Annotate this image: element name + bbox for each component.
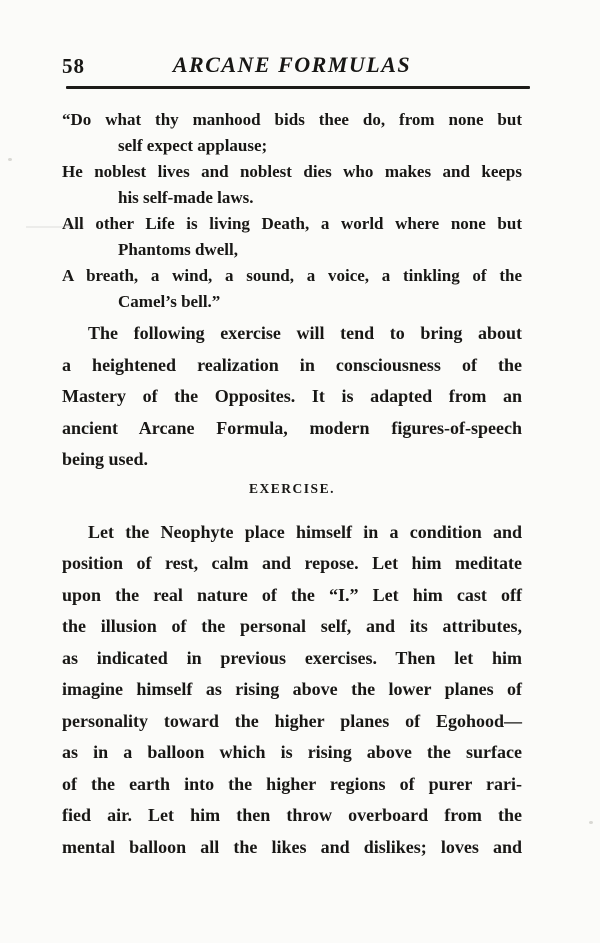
paragraph — [62, 517, 522, 864]
paragraph-line: the illusion of the personal self, and its attributes, — [62, 616, 522, 636]
header-rule — [66, 86, 530, 89]
running-header-title: ARCANE FORMULAS — [172, 52, 412, 77]
quote-line: He noblest lives and noblest dies who makes and keeps — [62, 162, 522, 181]
paragraph-line: Let the Neophyte place himself in a condition and — [88, 521, 522, 542]
paragraph — [62, 318, 522, 476]
running-header — [62, 52, 522, 80]
paragraph-line: ancient Arcane Formula, modern figures-of-speech — [62, 417, 522, 438]
paragraph-line: imagine himself as rising above the lower planes of — [62, 679, 522, 699]
paragraph-line: being used. — [62, 449, 149, 469]
page-number: 58 — [62, 54, 85, 78]
scan-artifact — [8, 158, 12, 161]
paragraph-line: Mastery of the Opposites. It is adapted from an — [62, 386, 522, 406]
paragraph-line: personality toward the higher planes of Egohood— — [62, 710, 522, 731]
section-heading-exercise: EXERCISE. — [249, 480, 335, 496]
paragraph-line: The following exercise will tend to bring about — [88, 323, 522, 343]
paragraph-line: position of rest, calm and repose. Let him meditate — [62, 553, 522, 573]
paragraph-line: of the earth into the higher regions of purer rari- — [62, 773, 522, 794]
quote-line: self expect applause; — [118, 136, 268, 155]
paragraph-line: fied air. Let him then throw overboard from the — [62, 805, 522, 825]
page-content — [62, 0, 522, 863]
paragraph-line: as in a balloon which is rising above the surface — [62, 742, 522, 762]
quote-line: All other Life is living Death, a world where none but — [62, 214, 522, 233]
paragraph-line: upon the real nature of the “I.” Let him cast off — [62, 584, 522, 605]
paragraph-line: a heightened realization in consciousness of the — [62, 354, 522, 375]
quote-line: Phantoms dwell, — [118, 240, 238, 259]
paragraph-line: mental balloon all the likes and dislikes; loves and — [62, 836, 522, 857]
quote-line: “Do what thy manhood bids thee do, from none but — [62, 110, 522, 129]
scan-artifact — [589, 821, 593, 824]
quote-line: Camel’s bell.” — [118, 292, 221, 311]
poem-quote — [62, 107, 522, 315]
paragraph-line: as indicated in previous exercises. Then let him — [62, 647, 522, 668]
quote-line: his self-made laws. — [118, 188, 254, 207]
quote-line: A breath, a wind, a sound, a voice, a tinkling of the — [62, 266, 522, 285]
